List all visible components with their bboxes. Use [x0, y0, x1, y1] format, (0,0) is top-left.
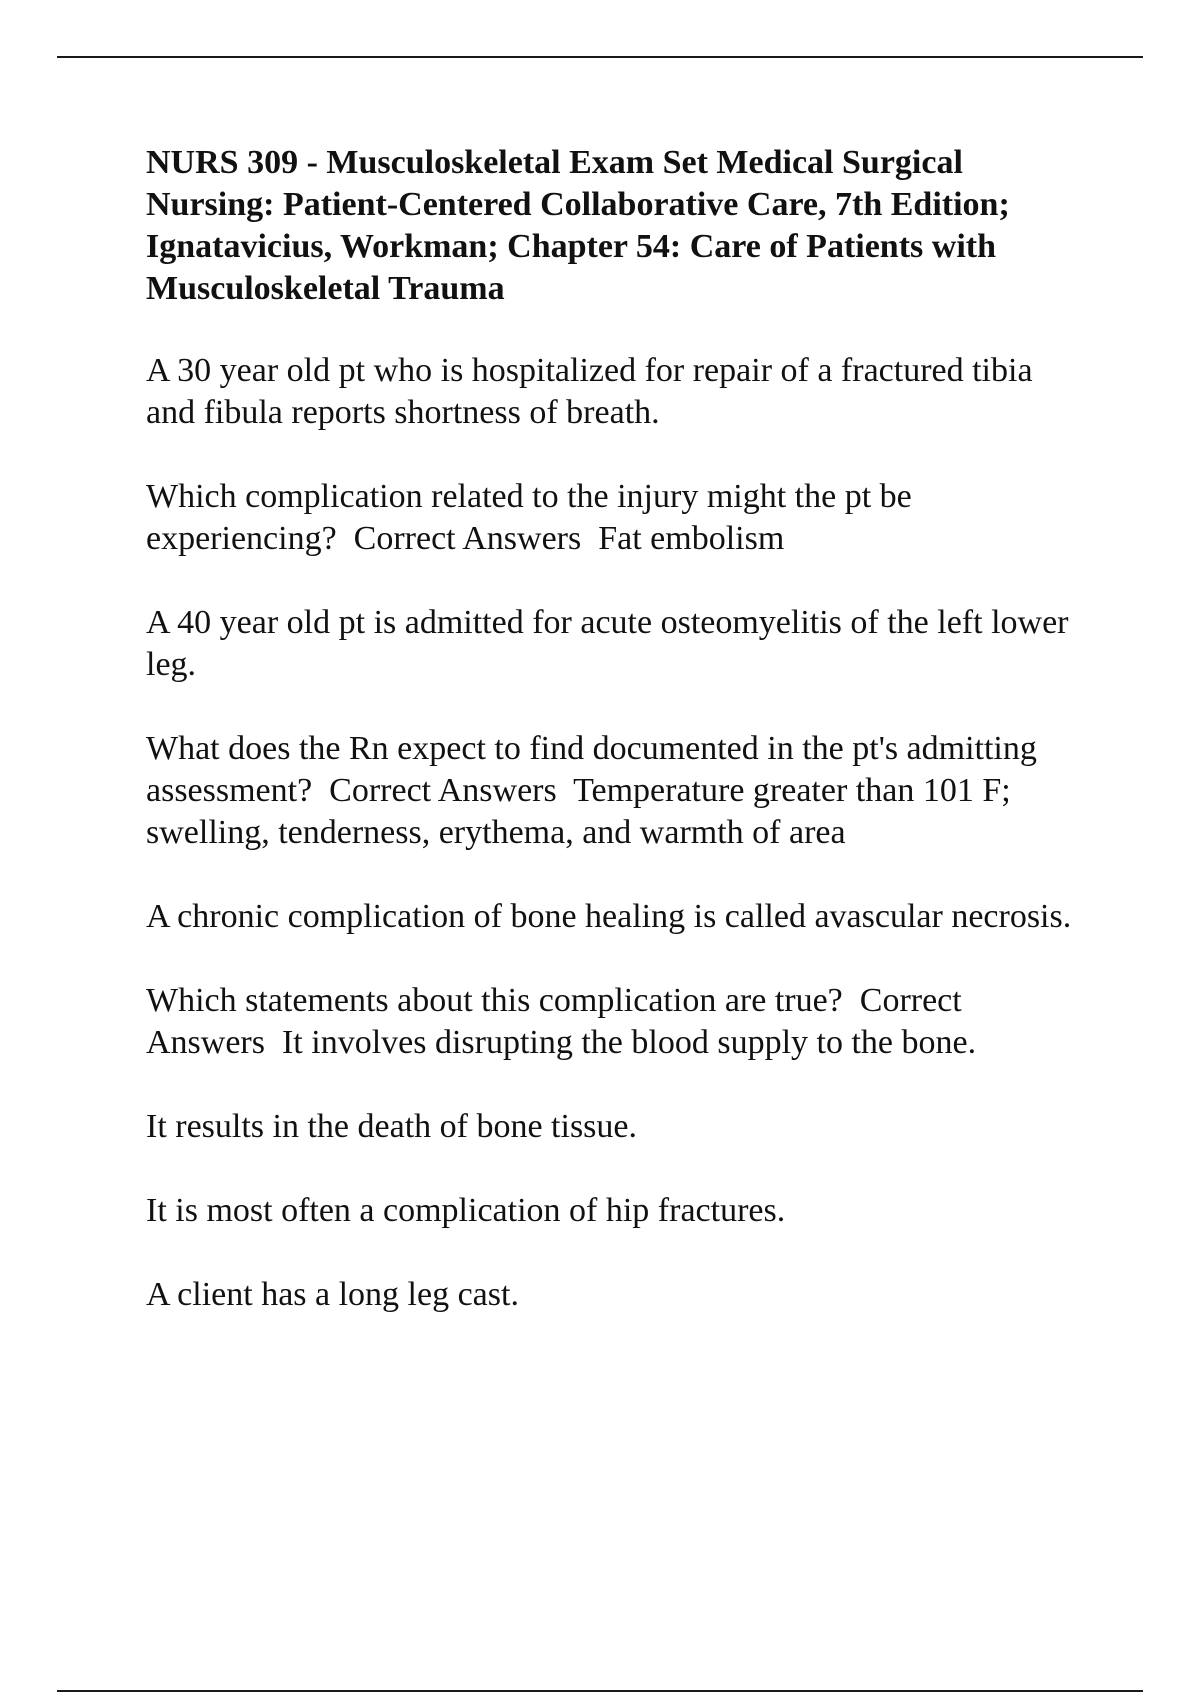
- document-body: [146, 142, 1086, 1358]
- bottom-rule: [57, 1690, 1143, 1692]
- question-paragraph: A client has a long leg cast.: [146, 1276, 519, 1313]
- question-paragraph: A 40 year old pt is admitted for acute osteomyelitis of the left lower leg.: [146, 604, 1077, 683]
- question-answer-paragraph: Which complication related to the injury might the pt be experiencing? Correct Answers Fat embolism: [146, 478, 921, 557]
- question-answer-paragraph: Which statements about this complication are true? Correct Answers It involves disrupting the blood supply to the bone.: [146, 982, 977, 1061]
- question-paragraph: A 30 year old pt who is hospitalized for repair of a fractured tibia and fibula reports shortness of breath.: [146, 352, 1042, 431]
- answer-paragraph: It is most often a complication of hip fractures.: [146, 1192, 786, 1229]
- question-answer-paragraph: What does the Rn expect to find documented in the pt's admitting assessment? Correct Answers Temperature greater than 101 F; swelling, tenderness, erythema, and warmth of area: [146, 730, 1046, 851]
- answer-paragraph: It results in the death of bone tissue.: [146, 1108, 638, 1145]
- question-paragraph: A chronic complication of bone healing is called avascular necrosis.: [146, 898, 1072, 935]
- top-rule: [57, 56, 1143, 58]
- document-title: NURS 309 - Musculoskeletal Exam Set Medical Surgical Nursing: Patient-Centered Collaborative Care, 7th Edition; Ignatavicius, Workman; Chapter 54: Care of Patients with Musculoskeletal Trauma: [146, 144, 1010, 307]
